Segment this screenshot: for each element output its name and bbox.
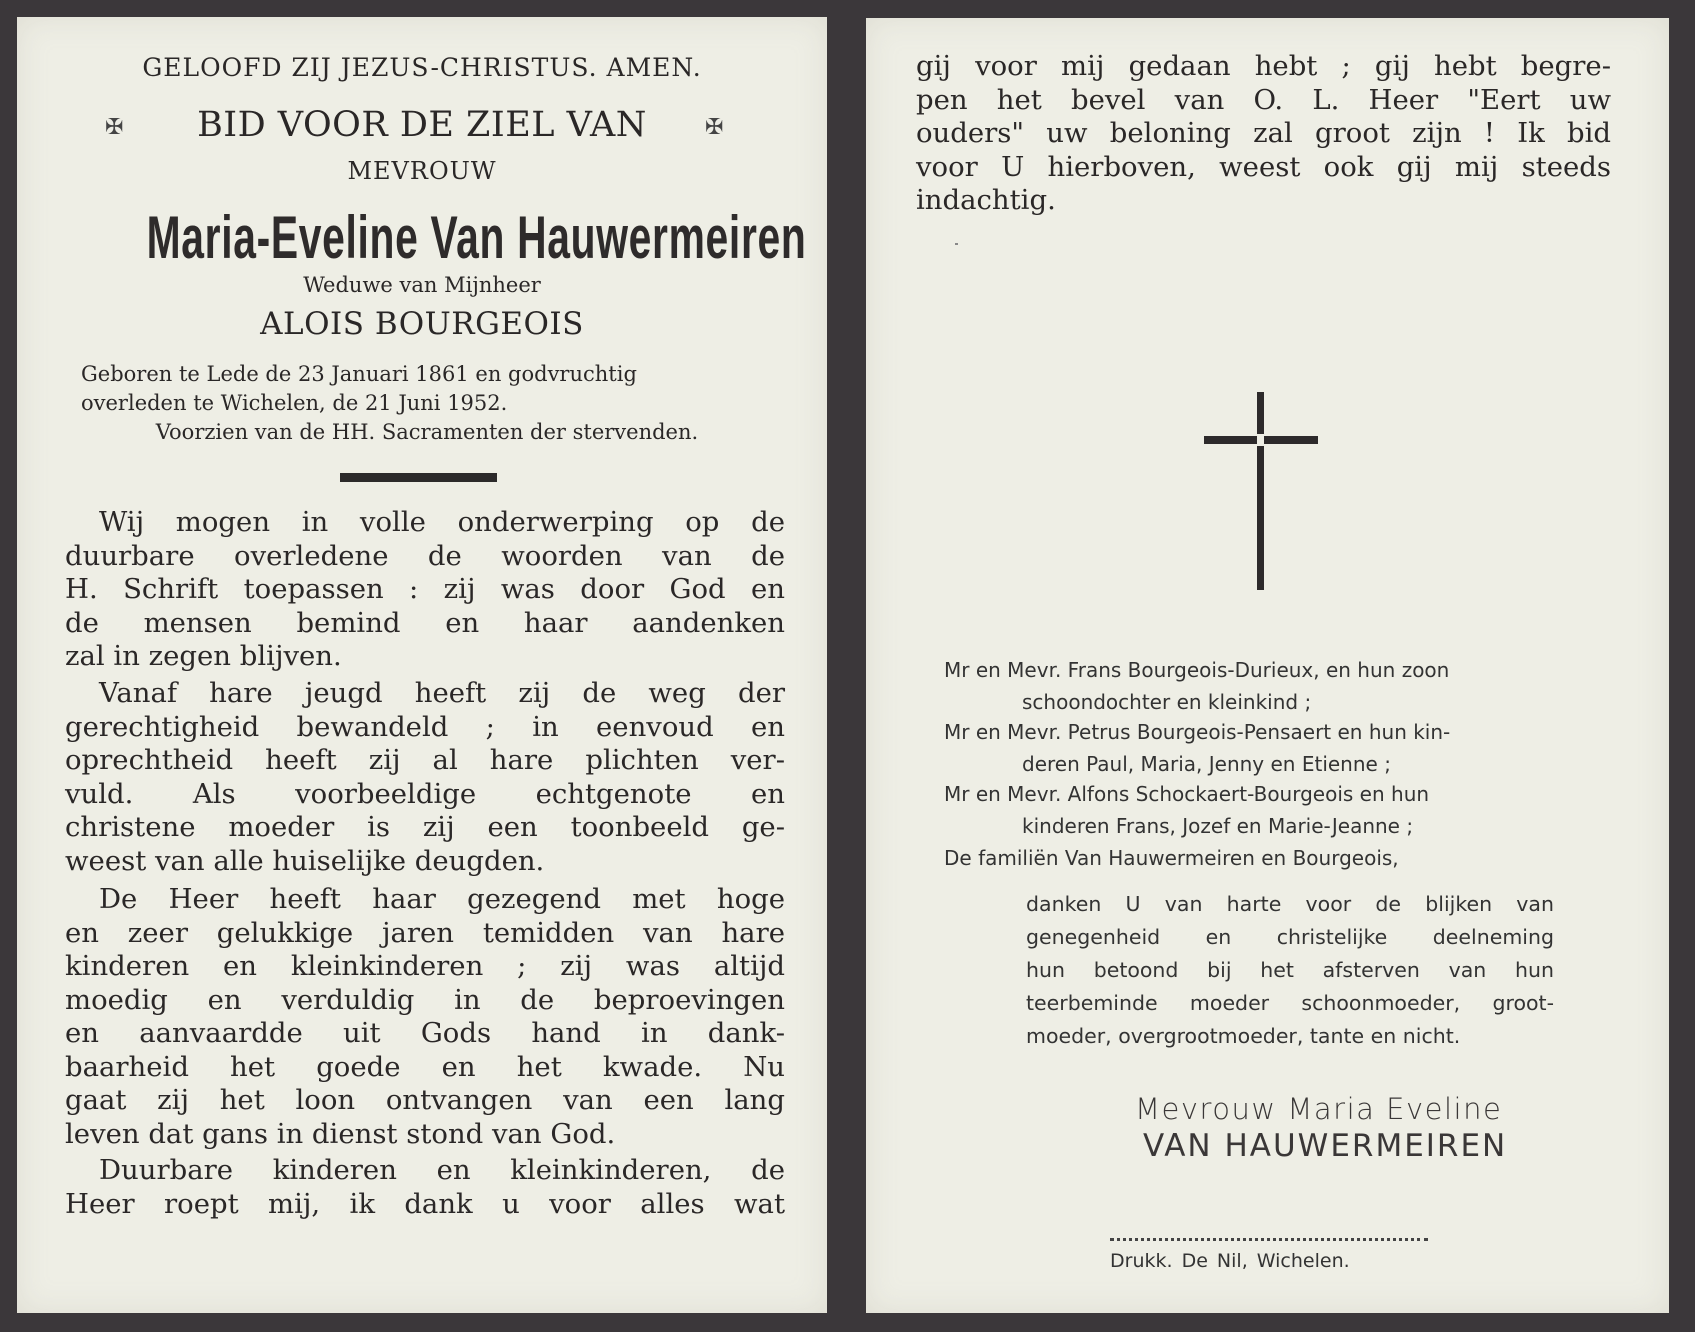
text-line: kinderen en kleinkinderen ; zij was altijd xyxy=(65,950,785,982)
text-line: pen het bevel van O. L. Heer "Eert uw xyxy=(916,83,1611,116)
divider-rule xyxy=(340,473,497,482)
text-line: hun betoond bij het afsterven van hun xyxy=(1026,958,1554,982)
family-line: De familiën Van Hauwermeiren en Bourgeois, xyxy=(944,846,1399,870)
family-line: kinderen Frans, Jozef en Marie-Jeanne ; xyxy=(1022,814,1414,838)
text-line: moedig en verduldig in de beproevingen xyxy=(65,983,785,1016)
text-line: Wij mogen in volle onderwerping op de xyxy=(99,506,785,538)
text-line: Vanaf hare jeugd heeft zij de weg der xyxy=(99,677,785,709)
dotted-divider xyxy=(1110,1238,1428,1241)
header-prayer: GELOOFD ZIJ JEZUS-CHRISTUS. AMEN. xyxy=(142,53,702,82)
text-line: duurbare overledene de woorden van de xyxy=(65,539,785,572)
memorial-card-front xyxy=(17,17,827,1313)
text-line: Duurbare kinderen en kleinkinderen, de xyxy=(99,1154,785,1186)
text-line: weest van alle huiselijke deugden. xyxy=(65,844,545,877)
paragraph-3 xyxy=(65,883,785,1151)
text-line: genegenheid en christelijke deelneming xyxy=(1026,925,1554,949)
text-line: baarheid het goede en het kwade. Nu xyxy=(65,1050,785,1083)
cross-ornament-icon: ✠ xyxy=(105,115,124,140)
text-line: vuld. Als voorbeeldige echtgenote en xyxy=(65,777,785,810)
continuation-paragraph xyxy=(916,50,1611,218)
text-line: gerechtigheid bewandeld ; in eenvoud en xyxy=(65,710,785,743)
paragraph-1 xyxy=(65,506,785,674)
text-line: ouders" uw beloning zal groot zijn ! Ik bid xyxy=(916,117,1611,149)
text-line: indachtig. xyxy=(916,184,1056,216)
text-line: danken U van harte voor de blijken van xyxy=(1026,892,1554,916)
print-speck xyxy=(955,243,958,245)
pray-heading: BID VOOR DE ZIEL VAN xyxy=(197,105,647,145)
sacraments-line: Voorzien van de HH. Sacramenten der stervenden. xyxy=(155,420,699,444)
text-line: christene moeder is zij een toonbeeld ge- xyxy=(65,811,785,843)
text-line: voor U hierboven, weest ook gij mij steeds xyxy=(916,150,1611,183)
text-line: de mensen bemind en haar aandenken xyxy=(65,606,785,639)
text-line: en aanvaardde uit Gods hand in dank- xyxy=(65,1017,785,1049)
family-line: deren Paul, Maria, Jenny en Etienne ; xyxy=(1022,752,1391,776)
cross-vertical-bar xyxy=(1257,392,1264,590)
family-line: Mr en Mevr. Frans Bourgeois-Durieux, en hun zoon xyxy=(944,658,1450,682)
deceased-name: Maria-Eveline Van Hauwermeiren xyxy=(146,204,807,271)
family-line: Mr en Mevr. Alfons Schockaert-Bourgeois en hun xyxy=(944,782,1430,806)
family-line: schoondochter en kleinkind ; xyxy=(1022,690,1312,714)
birth-info-line: Geboren te Lede de 23 Januari 1861 en godvruchtig xyxy=(81,362,637,386)
text-line: moeder, overgrootmoeder, tante en nicht. xyxy=(1026,1024,1461,1048)
paragraph-2 xyxy=(65,677,785,878)
cross-ornament-icon: ✠ xyxy=(705,115,724,140)
text-line: gaat zij het loon ontvangen van een lang xyxy=(65,1084,785,1116)
thanks-paragraph xyxy=(1026,888,1554,1053)
text-line: H. Schrift toepassen : zij was door God en xyxy=(65,573,785,605)
signature-surname-line: VAN HAUWERMEIREN xyxy=(1143,1128,1508,1164)
text-line: teerbeminde moeder schoonmoeder, groot- xyxy=(1026,991,1554,1015)
signature-name-line: Mevrouw Maria Eveline xyxy=(1135,1092,1503,1126)
husband-name: ALOIS BOURGEOIS xyxy=(260,306,584,342)
memorial-card-back xyxy=(866,18,1669,1313)
widow-of-label: Weduwe van Mijnheer xyxy=(303,273,541,297)
family-line: Mr en Mevr. Petrus Bourgeois-Pensaert en hun kin- xyxy=(944,720,1451,744)
text-line: Heer roept mij, ik dank u voor alles wat xyxy=(65,1187,785,1220)
text-line: zal in zegen blijven. xyxy=(65,640,342,672)
text-line: en zeer gelukkige jaren temidden van hare xyxy=(65,916,785,949)
text-line: oprechtheid heeft zij al hare plichten ver- xyxy=(65,744,785,776)
paragraph-4 xyxy=(65,1154,785,1221)
cross-center-gap xyxy=(1257,434,1264,446)
text-line: De Heer heeft haar gezegend met hoge xyxy=(99,883,785,915)
death-info-line: overleden te Wichelen, de 21 Juni 1952. xyxy=(81,391,508,415)
title-mevrouw: MEVROUW xyxy=(347,157,497,185)
printer-credit: Drukk. De Nil, Wichelen. xyxy=(1110,1250,1350,1272)
text-line: gij voor mij gedaan hebt ; gij hebt begre- xyxy=(916,50,1611,82)
text-line: leven dat gans in dienst stond van God. xyxy=(65,1117,616,1150)
